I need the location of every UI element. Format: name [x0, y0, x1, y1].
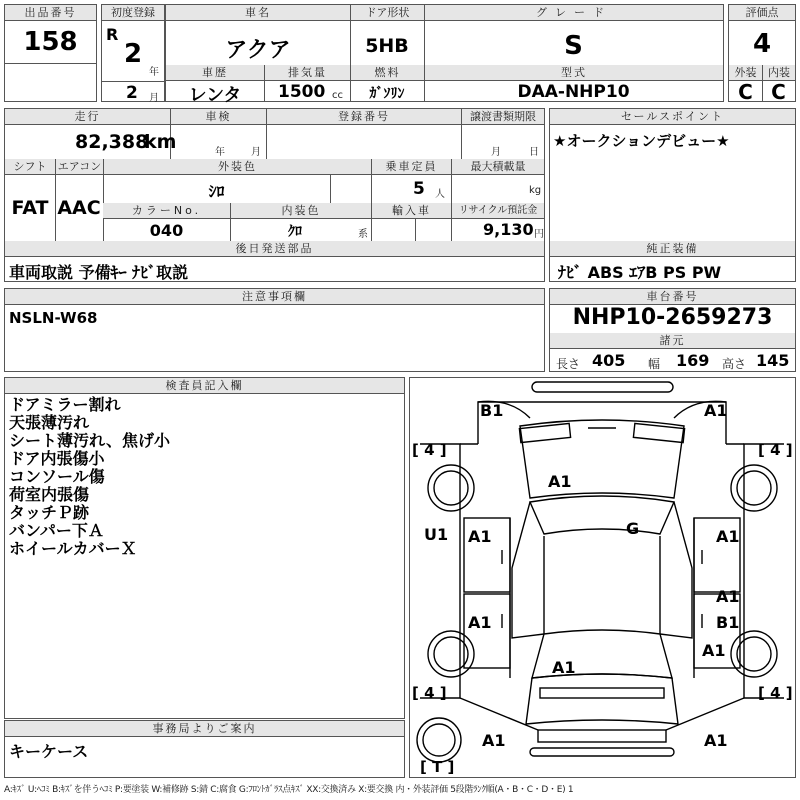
inspection-year-unit: 年 — [215, 147, 225, 158]
model-label: 型式 — [424, 65, 723, 81]
damage-mark: A1 — [704, 401, 728, 420]
spec-height: 145 — [756, 351, 790, 370]
inspector-note: シート薄汚れ、焦げ小 — [9, 431, 170, 450]
color-no-value: 040 — [149, 221, 184, 240]
car-name-value: アクア — [225, 38, 291, 63]
fuel-label: 燃料 — [350, 65, 424, 81]
specs-label: 諸元 — [550, 333, 795, 349]
first-reg-month: 2 — [126, 83, 138, 103]
spec-length: 405 — [592, 351, 626, 370]
genuine-value: ﾅﾋﾞ ABS ｴｱB PS PW — [558, 263, 722, 282]
inspector-note: コンソール傷 — [9, 467, 105, 486]
inspector-note: ホイールカバーＸ — [9, 539, 137, 558]
spec-width: 169 — [676, 351, 710, 370]
first-reg-era: R — [106, 25, 119, 44]
transfer-month-unit: 月 — [491, 147, 501, 158]
lot-box — [4, 4, 97, 102]
tire-mark: [ T ] — [420, 758, 455, 776]
first-reg-month-unit: 月 — [149, 93, 159, 104]
int-grade-value: C — [771, 80, 786, 104]
damage-mark: A1 — [482, 731, 506, 750]
chassis-label: 車台番号 — [550, 289, 795, 305]
displacement-label: 排気量 — [264, 65, 350, 81]
damage-mark: A1 — [702, 641, 726, 660]
first-reg-year-unit: 年 — [149, 67, 159, 78]
aircon-label: エアコン — [55, 159, 103, 175]
damage-mark: A1 — [468, 613, 492, 632]
score-box — [728, 4, 796, 102]
fuel-value: ｶﾞｿﾘﾝ — [369, 86, 405, 102]
damage-mark: B1 — [480, 401, 504, 420]
lot-number: 158 — [23, 27, 78, 57]
reg-no-label: 登録番号 — [266, 109, 461, 125]
int-color-value: ｸﾛ — [288, 224, 302, 240]
score-label: 評価点 — [729, 5, 795, 21]
damage-mark: A1 — [552, 658, 576, 677]
shift-value: FAT — [11, 197, 49, 219]
ext-grade-label: 外装 — [729, 65, 762, 81]
caution-value: NSLN-W68 — [9, 309, 98, 327]
later-parts-value: 車両取説 予備ｷｰ ﾅﾋﾞ取説 — [9, 263, 189, 282]
transfer-label: 譲渡書類期限 — [461, 109, 544, 125]
inspector-note: ドアミラー割れ — [9, 396, 121, 414]
capacity-label: 乗車定員 — [371, 159, 451, 175]
ext-grade-value: C — [738, 80, 753, 104]
sales-point-value: ★オークションデビュー★ — [553, 132, 730, 150]
inspector-label: 検査員記入欄 — [5, 378, 404, 394]
inspection-label: 車検 — [170, 109, 266, 125]
sales-point-label: セールスポイント — [550, 109, 795, 125]
inspector-note: ドア内張傷小 — [9, 449, 105, 468]
max-load-unit: kg — [529, 185, 542, 196]
damage-diagram-box — [409, 377, 796, 778]
max-load-label: 最大積載量 — [451, 159, 544, 175]
office-value: キーケース — [9, 742, 89, 761]
displacement-value: 1500 — [278, 82, 326, 102]
grade-value: S — [564, 31, 583, 61]
door-value: 5HB — [365, 35, 409, 57]
car-name-label: 車名 — [166, 5, 350, 21]
int-color-label: 内装色 — [230, 203, 371, 219]
spec-length-label: 長さ — [556, 357, 581, 371]
aircon-value: AAC — [57, 197, 101, 219]
history-value: レンタ — [188, 85, 242, 106]
shift-label: シフト — [5, 159, 55, 175]
recycle-unit: 円 — [534, 229, 544, 240]
recycle-value: 9,130 — [483, 220, 534, 239]
int-grade-label: 内装 — [762, 65, 795, 81]
first-reg-year: 2 — [124, 39, 143, 69]
capacity-value: 5 — [413, 179, 425, 199]
inspector-notes — [9, 396, 399, 558]
caution-box — [4, 288, 545, 372]
tire-mark: [ 4 ] — [758, 441, 793, 459]
later-parts-label: 後日発送部品 — [5, 241, 544, 257]
car-info-box — [165, 4, 724, 106]
first-reg-box — [101, 4, 165, 102]
office-box — [4, 720, 405, 778]
capacity-unit: 人 — [435, 189, 445, 200]
car-diagram — [410, 378, 795, 777]
inspection-month-unit: 月 — [251, 147, 261, 158]
tire-mark: [ 4 ] — [412, 684, 447, 702]
chassis-value: NHP10-2659273 — [572, 305, 773, 330]
damage-mark: B1 — [716, 613, 740, 632]
tire-mark: [ 4 ] — [412, 441, 447, 459]
vehicle-detail-box — [4, 108, 545, 282]
inspector-box — [4, 377, 405, 719]
inspector-note: 荷室内張傷 — [9, 485, 90, 504]
damage-mark: A1 — [468, 527, 492, 546]
inspector-note: バンパー下Ａ — [9, 521, 104, 540]
tire-mark: [ 4 ] — [758, 684, 793, 702]
first-reg-label: 初度登録 — [102, 5, 164, 21]
lot-label: 出品番号 — [5, 5, 96, 21]
recycle-label: リサイクル預託金 — [451, 203, 544, 219]
legend: A:ｷｽﾞ U:ﾍｺﾐ B:ｷｽﾞを伴うﾍｺﾐ P:要塗装 W:補修跡 S:錆 C:腐食 G:ﾌﾛﾝﾄｶﾞﾗｽ点ｷｽﾞ XX:交換済み X:要交換 内・外装評価 5段階ﾗﾝｸ順(A・B・C・D・E) 1 — [4, 785, 574, 795]
caution-label: 注意事項欄 — [5, 289, 544, 305]
office-label: 事務局よりご案内 — [5, 721, 404, 737]
displacement-unit: cc — [332, 90, 343, 101]
grade-label: グレード — [424, 5, 723, 21]
spec-height-label: 高さ — [722, 357, 747, 371]
inspector-note: 天張薄汚れ — [9, 413, 90, 432]
ext-color-value: ｼﾛ — [208, 182, 225, 201]
damage-mark: G — [626, 519, 640, 538]
transfer-day-unit: 日 — [529, 147, 539, 158]
chassis-box — [549, 288, 796, 372]
genuine-label: 純正装備 — [550, 241, 795, 257]
import-label: 輸入車 — [371, 203, 451, 219]
score-value: 4 — [752, 29, 772, 59]
inspector-note: タッチＰ跡 — [9, 503, 90, 522]
sales-point-box — [549, 108, 796, 282]
mileage-unit: km — [144, 131, 177, 153]
mileage-label: 走行 — [5, 109, 170, 125]
model-value: DAA-NHP10 — [517, 82, 630, 102]
damage-mark: A1 — [716, 587, 740, 606]
spec-width-label: 幅 — [648, 357, 661, 371]
ext-color-label: 外装色 — [103, 159, 371, 175]
damage-mark: A1 — [704, 731, 728, 750]
door-label: ドア形状 — [350, 5, 424, 21]
color-no-label: カラーNo. — [103, 203, 230, 219]
damage-mark: A1 — [548, 472, 572, 491]
mileage-value: 82,388 — [75, 131, 149, 153]
damage-mark: U1 — [424, 525, 449, 544]
damage-mark: A1 — [716, 527, 740, 546]
history-label: 車歴 — [166, 65, 264, 81]
int-color-unit: 系 — [358, 229, 368, 240]
